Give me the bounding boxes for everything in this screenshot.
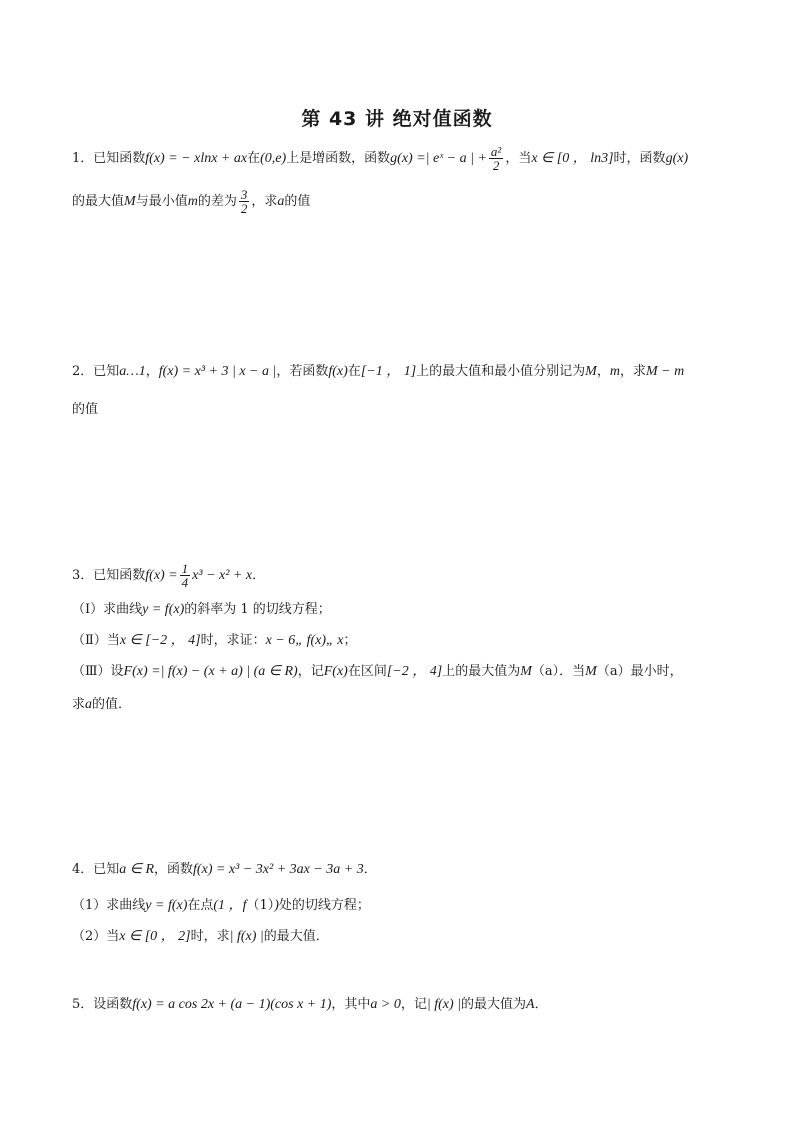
- problem-4-text: ．: [363, 862, 377, 877]
- problem-4-text: 4．已知: [72, 862, 120, 877]
- problem-4-function-f: f(x) = x³ − 3x² + 3ax − 3a + 3: [193, 862, 364, 877]
- problem-3-part-2: [72, 630, 732, 652]
- problem-1-text: 的最大值: [72, 194, 125, 209]
- problem-4-curve: y = f(x): [145, 898, 188, 913]
- problem-3-max-symbol: M: [520, 664, 532, 679]
- fraction-denominator: 2: [240, 201, 248, 216]
- problem-1-min-symbol: m: [187, 194, 198, 209]
- problem-4-part-2: [72, 926, 732, 948]
- problem-4-point-close: ): [274, 898, 279, 913]
- problem-2-text: 2．已知: [72, 364, 120, 379]
- fraction-numerator: 1: [181, 561, 189, 576]
- problem-3-part-3-line-2: [72, 694, 732, 716]
- problem-4-text: （2）当: [72, 929, 120, 944]
- problem-3-text: （a）．当: [531, 664, 586, 679]
- problem-1-function-g: g(x) =| eˣ − a | +: [390, 151, 487, 166]
- problem-1-text: 的值: [284, 194, 311, 209]
- problem-3-text: （Ⅱ）当: [72, 633, 120, 648]
- problem-2-text: 的值: [72, 402, 99, 417]
- problem-3-text: ，记: [297, 664, 324, 679]
- problem-1-max-symbol: M: [124, 194, 136, 209]
- problem-4-point-f: f: [242, 898, 247, 913]
- problem-3-fraction: [180, 562, 191, 589]
- problem-1-difference-fraction: [239, 188, 250, 215]
- problem-1-text: 1．已知函数: [72, 151, 146, 166]
- problem-1-fraction: [489, 145, 503, 172]
- problem-3-Fx: F(x): [323, 664, 348, 679]
- problem-2-max-symbol: M: [585, 364, 597, 379]
- problem-3-line-1: [72, 562, 732, 589]
- problem-3-part-3: [72, 661, 732, 683]
- problem-3-function-F: F(x) =| f(x) − (x + a) | (a ∈ R): [123, 664, 298, 679]
- problem-5-text: ，其中: [331, 997, 371, 1012]
- problem-3-text: 3．已知函数: [72, 568, 146, 583]
- problem-5-text: 的最大值为: [461, 997, 527, 1012]
- problem-4-text: （1）: [246, 898, 275, 913]
- problem-2-fx: f(x): [328, 364, 348, 379]
- problem-5-line-1: [72, 994, 732, 1016]
- problem-3-text: 时，求证：: [200, 633, 266, 648]
- problem-2-expression: M − m: [646, 364, 685, 379]
- problem-4-text: ，函数: [154, 862, 194, 877]
- problem-1-gx: g(x): [665, 151, 689, 166]
- problem-1-text: 在: [247, 151, 261, 166]
- problem-1-interval: (0,e): [260, 151, 287, 166]
- problem-3-text: 的值．: [92, 697, 132, 712]
- problem-1-text: 与最小值: [135, 194, 188, 209]
- problem-3-text: 求: [72, 697, 86, 712]
- problem-3-function-right: x³ − x² + x: [192, 568, 253, 583]
- problem-5-text: ，记: [400, 997, 427, 1012]
- problem-3-text: ．: [252, 568, 266, 583]
- problem-3-max-symbol: M: [585, 664, 597, 679]
- problem-5-text: 5．设函数: [72, 997, 133, 1012]
- problem-3-text: （a）最小时，: [596, 664, 683, 679]
- problem-2-text: 上的最大值和最小值分别记为: [416, 364, 586, 379]
- problem-2-line-2: [72, 399, 732, 421]
- problem-4-text: 在点: [187, 898, 214, 913]
- problem-3-curve: y = f(x): [142, 602, 185, 617]
- problem-3-part-1: [72, 599, 732, 621]
- problem-4-text: 时，求: [190, 929, 230, 944]
- problem-5-abs-f: | f(x) |: [426, 997, 462, 1012]
- problem-3-text: ；: [343, 633, 357, 648]
- problem-4-text: 的最大值．: [263, 929, 329, 944]
- problem-3-condition: x ∈ [−2 ， 4]: [119, 633, 201, 648]
- problem-2-text: ，求: [619, 364, 646, 379]
- problem-4-text: （1）求曲线: [72, 898, 146, 913]
- problem-4-point: (1 ，: [213, 898, 243, 913]
- problem-4-part-1: [72, 895, 732, 917]
- problem-1-function-f: f(x) = − xlnx + ax: [145, 151, 248, 166]
- problem-3-text: 的斜率为 1 的切线方程；: [184, 602, 331, 617]
- fraction-denominator: 2: [492, 158, 500, 173]
- problem-2-interval: [−1 ， 1]: [360, 364, 417, 379]
- problem-3-a-variable: a: [85, 697, 93, 712]
- problem-1-text: ，求: [251, 194, 278, 209]
- problem-1-text: ，当: [505, 151, 532, 166]
- problem-3-function-left: f(x) =: [145, 568, 178, 583]
- page-title: 第 43 讲 绝对值函数: [301, 108, 493, 130]
- problem-2-line-1: [72, 361, 732, 383]
- problem-2-text: 在: [347, 364, 361, 379]
- problem-4-line-1: [72, 859, 732, 881]
- problem-1-a-variable: a: [277, 194, 285, 209]
- problem-2-condition: a…1: [119, 364, 146, 379]
- problem-2-function-f: f(x) = x³ + 3 | x − a |: [158, 364, 277, 379]
- problem-3-text: 在区间: [347, 664, 387, 679]
- problem-3-text: 上的最大值为: [442, 664, 521, 679]
- problem-3-interval: [−2 ， 4]: [386, 664, 443, 679]
- problem-3-text: （Ⅲ）设: [72, 664, 124, 679]
- problem-1-line-1: [72, 145, 732, 172]
- problem-5-text: ．: [534, 997, 548, 1012]
- problem-3-inequality: x − 6„ f(x)„ x: [265, 633, 344, 648]
- fraction-denominator: 4: [181, 575, 189, 590]
- problem-5-A-symbol: A: [526, 997, 535, 1012]
- problem-3-text: （Ⅰ）求曲线: [72, 602, 143, 617]
- problem-5-function-f: f(x) = a cos 2x + (a − 1)(cos x + 1): [132, 997, 332, 1012]
- problem-2-text: ，: [145, 364, 159, 379]
- problem-1-condition: x ∈ [0 ， ln3]: [531, 151, 614, 166]
- problem-5-condition: a > 0: [370, 997, 401, 1012]
- problem-1-text: 时，函数: [613, 151, 666, 166]
- fraction-numerator: a²: [490, 144, 502, 159]
- problem-4-text: 处的切线方程；: [278, 898, 370, 913]
- problem-4-interval: x ∈ [0 ， 2]: [119, 929, 191, 944]
- problem-1-line-2: [72, 188, 732, 215]
- problem-4-condition: a ∈ R: [119, 862, 155, 877]
- problem-1-text: 的差为: [197, 194, 237, 209]
- problem-2-text: ，: [596, 364, 610, 379]
- problem-4-abs-f: | f(x) |: [229, 929, 264, 944]
- problem-1-text: 上是增函数，函数: [286, 151, 391, 166]
- problem-2-min-symbol: m: [609, 364, 620, 379]
- fraction-numerator: 3: [240, 187, 248, 202]
- problem-2-text: ，若函数: [276, 364, 329, 379]
